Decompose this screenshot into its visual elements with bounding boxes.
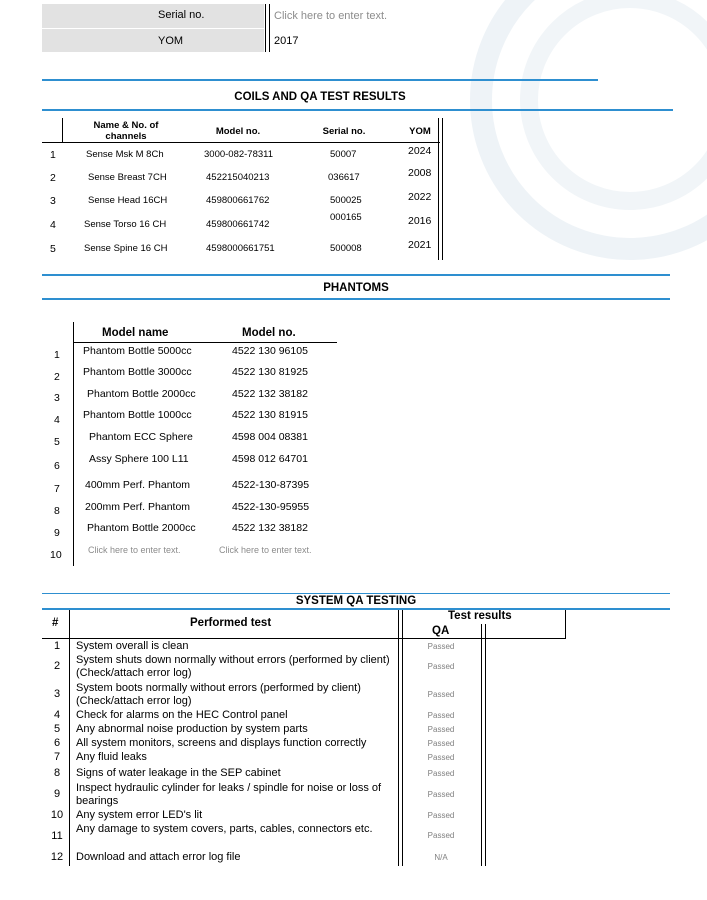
phantoms-row-name: Assy Sphere 100 L11 bbox=[89, 453, 189, 465]
header-divider-a bbox=[265, 4, 266, 52]
qa-results-right-border bbox=[565, 610, 566, 638]
coils-row-model: 3000-082-78311 bbox=[204, 149, 274, 160]
phantoms-row-name: Phantom Bottle 3000cc bbox=[83, 366, 192, 378]
phantoms-model-field[interactable]: Click here to enter text. bbox=[219, 545, 312, 555]
phantoms-row-model: 4522 130 81915 bbox=[232, 409, 308, 421]
phantoms-row-name: Phantom Bottle 5000cc bbox=[83, 345, 192, 357]
qa-row-test: System overall is clean bbox=[76, 640, 189, 652]
phantoms-row-model: 4522-130-87395 bbox=[232, 479, 310, 491]
coils-row-model: 4598000661751 bbox=[206, 243, 275, 254]
qa-row-result: Passed bbox=[427, 725, 455, 734]
coils-right-border-a bbox=[438, 118, 439, 260]
qa-row-result: Passed bbox=[427, 642, 455, 651]
qa-row-num: 6 bbox=[53, 737, 61, 749]
phantoms-row-num: 5 bbox=[54, 436, 60, 448]
qa-row-result: Passed bbox=[427, 811, 455, 820]
coils-row-yom: 2008 bbox=[408, 167, 432, 179]
phantoms-row-name: Phantom Bottle 2000cc bbox=[87, 522, 196, 534]
yom-label: YOM bbox=[158, 35, 184, 47]
phantoms-num-divider bbox=[73, 322, 74, 566]
qa-header-test: Performed test bbox=[190, 617, 272, 629]
qa-row-result: Passed bbox=[427, 711, 455, 720]
qa-test-divider-a bbox=[398, 610, 399, 866]
serial-field[interactable]: Click here to enter text. bbox=[274, 10, 388, 22]
qa-row-num: 10 bbox=[50, 809, 64, 821]
qa-row-test: System boots normally without errors (performed by client) (Check/attach error log) bbox=[76, 682, 361, 707]
coils-header-model: Model no. bbox=[215, 126, 261, 137]
coils-row-num: 5 bbox=[50, 243, 56, 255]
coils-row-num: 3 bbox=[50, 195, 56, 207]
phantoms-row-num: 7 bbox=[54, 483, 60, 495]
qa-row-result: Passed bbox=[427, 753, 455, 762]
qa-title: SYSTEM QA TESTING bbox=[295, 595, 417, 607]
header-divider-b bbox=[269, 4, 270, 52]
phantoms-row-num: 2 bbox=[54, 371, 60, 383]
coils-row-name: Sense Spine 16 CH bbox=[84, 243, 168, 254]
phantoms-row-num: 1 bbox=[54, 349, 60, 361]
coils-row-model: 452215040213 bbox=[206, 172, 270, 183]
qa-row-result: Passed bbox=[427, 662, 455, 671]
coils-num-divider bbox=[62, 118, 63, 142]
qa-row-num: 1 bbox=[53, 640, 61, 652]
yom-label-cell bbox=[42, 29, 264, 52]
qa-row-result: Passed bbox=[427, 790, 455, 799]
qa-row-num: 5 bbox=[53, 723, 61, 735]
coils-right-border-b bbox=[442, 118, 443, 260]
coils-row-serial: 50007 bbox=[330, 149, 357, 160]
coils-row-model: 459800661762 bbox=[206, 195, 270, 206]
qa-row-test: Check for alarms on the HEC Control panel bbox=[76, 709, 288, 721]
qa-row-test: Signs of water leakage in the SEP cabinet bbox=[76, 767, 281, 779]
coils-header-name: Name & No. of channels bbox=[93, 120, 159, 142]
coils-row-model: 459800661742 bbox=[206, 219, 270, 230]
phantoms-header-model: Model no. bbox=[242, 327, 296, 339]
phantoms-row-num: 6 bbox=[54, 460, 60, 472]
yom-value[interactable]: 2017 bbox=[274, 35, 299, 47]
phantoms-top-rule bbox=[42, 274, 670, 276]
qa-row-test: Download and attach error log file bbox=[76, 851, 241, 863]
qa-row-test: Any system error LED's lit bbox=[76, 809, 203, 821]
coils-row-num: 2 bbox=[50, 172, 56, 184]
qa-row-test: Inspect hydraulic cylinder for leaks / spindle for noise or loss of bearings bbox=[76, 782, 382, 807]
qa-header-results: Test results bbox=[448, 610, 512, 622]
coils-row-name: Sense Torso 16 CH bbox=[84, 219, 167, 230]
qa-header-rule bbox=[42, 638, 566, 639]
qa-row-result: N/A bbox=[434, 853, 448, 862]
qa-row-num: 3 bbox=[53, 688, 61, 700]
phantoms-title: PHANTOMS bbox=[323, 282, 389, 294]
qa-result-divider-a bbox=[481, 624, 482, 866]
qa-row-result: Passed bbox=[427, 831, 455, 840]
coils-row-name: Sense Head 16CH bbox=[88, 195, 168, 206]
phantoms-bottom-rule bbox=[42, 298, 670, 300]
coils-row-num: 4 bbox=[50, 219, 56, 231]
coils-top-rule bbox=[42, 79, 598, 81]
phantoms-row-model: 4598 004 08381 bbox=[232, 431, 308, 443]
phantoms-row-name: 400mm Perf. Phantom bbox=[85, 479, 191, 491]
coils-title: COILS AND QA TEST RESULTS bbox=[234, 91, 406, 103]
qa-row-num: 2 bbox=[53, 660, 61, 672]
coils-row-serial: 036617 bbox=[328, 172, 360, 183]
phantoms-row-name: Phantom Bottle 2000cc bbox=[87, 388, 196, 400]
coils-row-yom: 2022 bbox=[408, 191, 432, 203]
coils-header-rule bbox=[42, 142, 440, 143]
phantoms-row-num: 9 bbox=[54, 527, 60, 539]
qa-row-num: 11 bbox=[51, 830, 63, 842]
coils-header-yom: YOM bbox=[409, 126, 431, 137]
phantoms-header-name: Model name bbox=[102, 327, 169, 339]
phantoms-row-model: 4522 130 81925 bbox=[232, 366, 308, 378]
qa-row-result: Passed bbox=[427, 739, 455, 748]
phantoms-row-num: 8 bbox=[54, 505, 60, 517]
serial-label: Serial no. bbox=[158, 9, 205, 21]
phantoms-row-num: 4 bbox=[54, 414, 60, 426]
coils-row-serial: 000165 bbox=[330, 212, 362, 223]
qa-row-num: 9 bbox=[53, 788, 61, 800]
qa-row-num: 7 bbox=[53, 751, 61, 763]
coils-row-serial: 500008 bbox=[330, 243, 362, 254]
phantoms-name-field[interactable]: Click here to enter text. bbox=[88, 545, 181, 555]
coils-row-yom: 2021 bbox=[408, 239, 432, 251]
qa-row-test: Any damage to system covers, parts, cables, connectors etc. bbox=[76, 823, 373, 835]
qa-row-result: Passed bbox=[427, 769, 455, 778]
qa-top-rule bbox=[42, 593, 670, 594]
phantoms-row-num: 3 bbox=[54, 392, 60, 404]
coils-header-serial: Serial no. bbox=[322, 126, 366, 137]
qa-test-divider-b bbox=[402, 610, 403, 866]
phantoms-row-model: 4522-130-95955 bbox=[232, 501, 310, 513]
qa-row-test: Any abnormal noise production by system parts bbox=[76, 723, 308, 735]
phantoms-row-model: 4522 130 96105 bbox=[232, 345, 308, 357]
qa-header-num: # bbox=[52, 617, 59, 629]
qa-row-test: System shuts down normally without errors (performed by client) (Check/attach error log) bbox=[76, 654, 390, 679]
coils-row-name: Sense Breast 7CH bbox=[88, 172, 167, 183]
phantoms-row-name: Phantom ECC Sphere bbox=[89, 431, 193, 443]
qa-row-test: All system monitors, screens and displays function correctly bbox=[76, 737, 367, 749]
phantoms-header-rule bbox=[73, 342, 337, 343]
coils-row-yom: 2016 bbox=[408, 215, 432, 227]
phantoms-row-model: 4522 132 38182 bbox=[232, 388, 308, 400]
qa-row-num: 12 bbox=[50, 851, 64, 863]
qa-row-test: Any fluid leaks bbox=[76, 751, 147, 763]
qa-row-num: 4 bbox=[53, 709, 61, 721]
qa-row-result: Passed bbox=[427, 690, 455, 699]
coils-bottom-rule bbox=[42, 109, 673, 111]
phantoms-row-num: 10 bbox=[50, 549, 62, 561]
phantoms-row-name: 200mm Perf. Phantom bbox=[85, 501, 191, 513]
qa-bottom-rule bbox=[42, 608, 670, 610]
qa-header-qa: QA bbox=[432, 625, 450, 637]
serial-label-cell bbox=[42, 4, 264, 28]
phantoms-row-model: 4522 132 38182 bbox=[232, 522, 308, 534]
coils-row-name: Sense Msk M 8Ch bbox=[86, 149, 164, 160]
phantoms-row-model: 4598 012 64701 bbox=[232, 453, 308, 465]
coils-row-yom: 2024 bbox=[408, 145, 432, 157]
phantoms-row-name: Phantom Bottle 1000cc bbox=[83, 409, 192, 421]
qa-result-divider-b bbox=[485, 624, 486, 866]
qa-row-num: 8 bbox=[53, 767, 61, 779]
coils-row-num: 1 bbox=[50, 149, 56, 161]
coils-row-serial: 500025 bbox=[330, 195, 362, 206]
